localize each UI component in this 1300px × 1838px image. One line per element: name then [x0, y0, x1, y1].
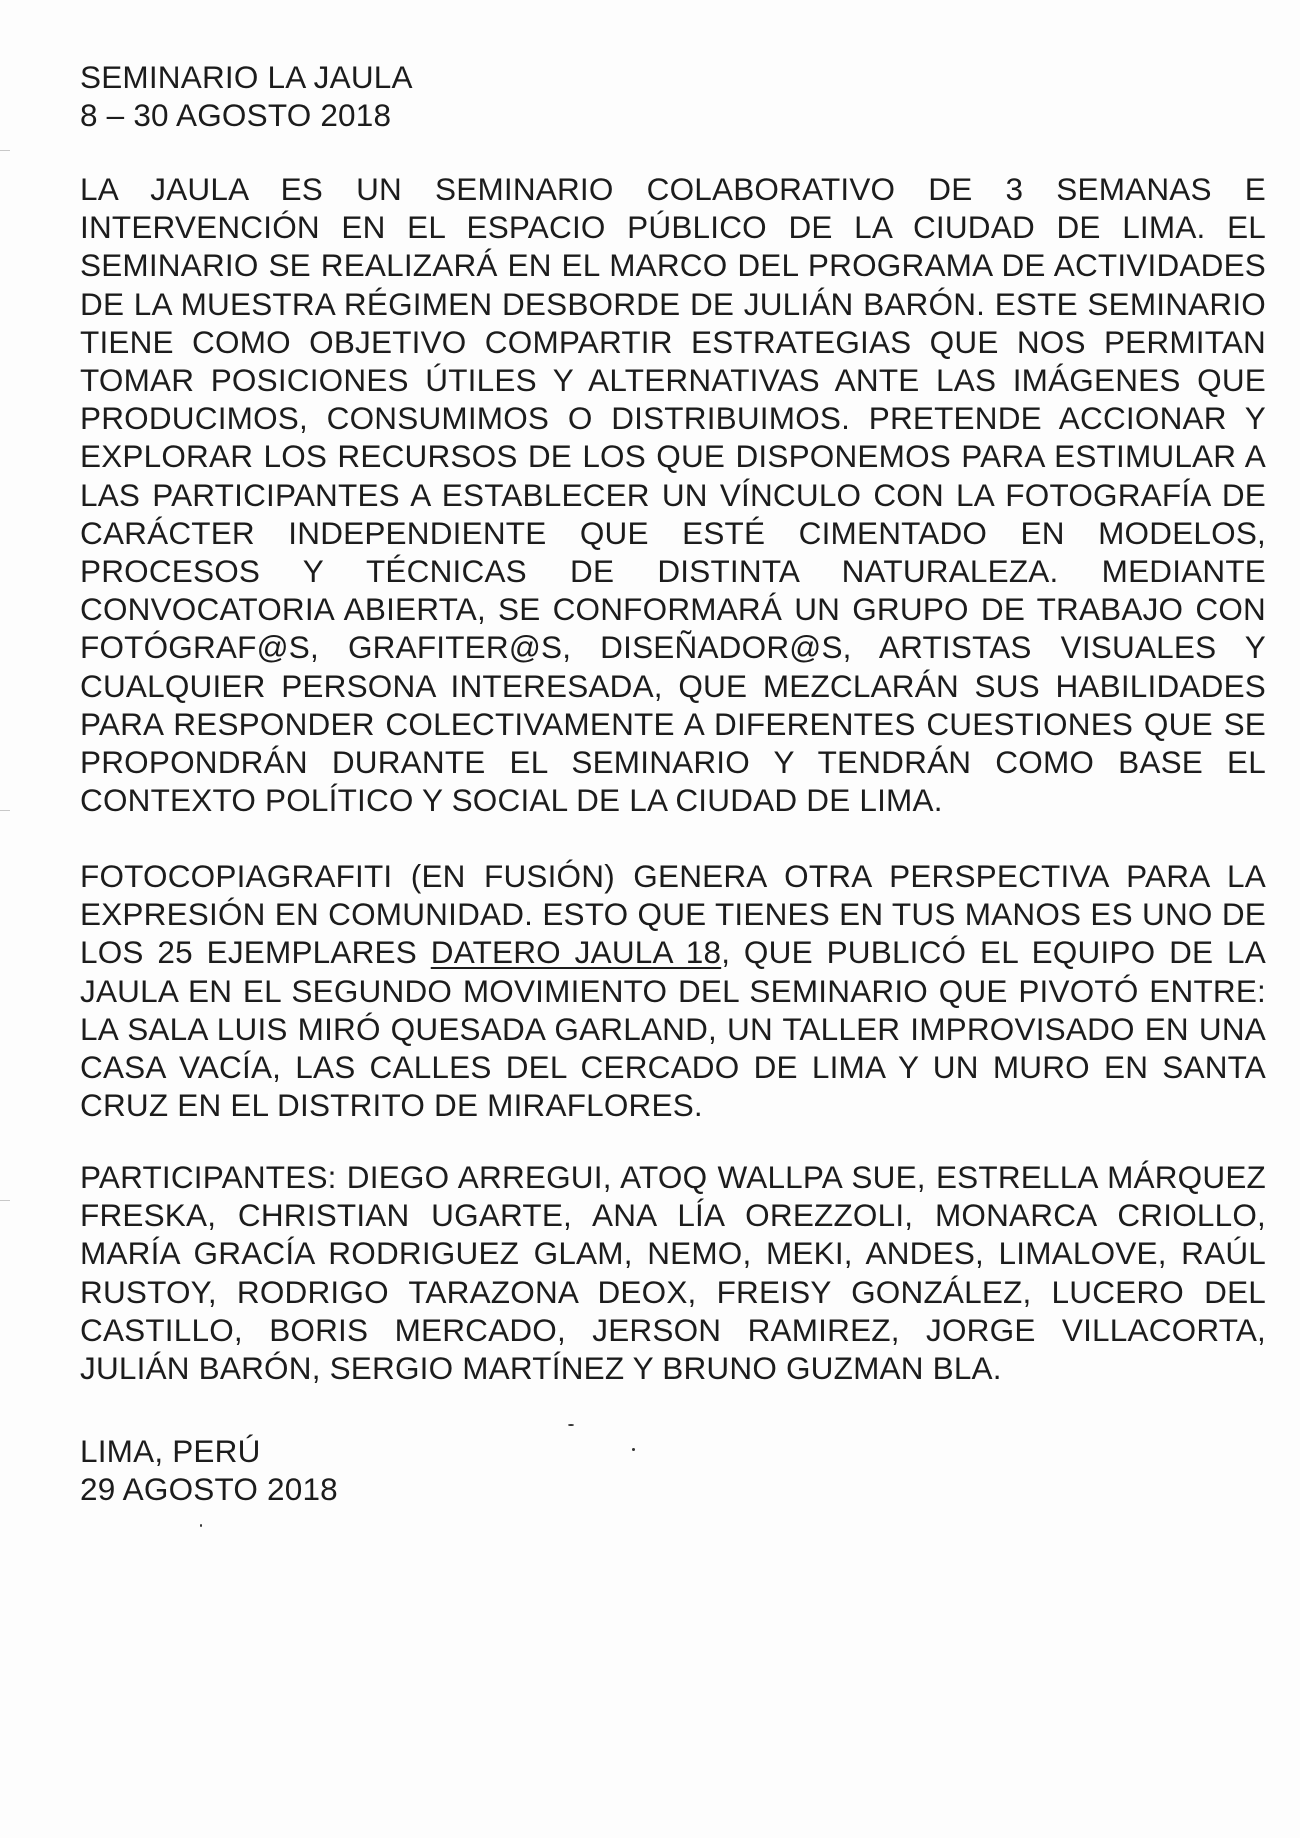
paragraph-description: LA JAULA ES UN SEMINARIO COLABORATIVO DE 3 SEMANAS E INTERVENCIÓN EN EL ESPACIO PÚBLICO DE LA CIUDAD DE LIMA. EL SEMINARIO SE REALIZARÁ EN EL MARCO DEL PROGRAMA DE ACTIVIDADES DE LA MUESTRA RÉGIMEN DESBORDE DE JULIÁN BARÓN. ESTE SEMINARIO TIENE COMO OBJETIVO COMPARTIR ESTRATEGIAS QUE NOS PERMITAN TOMAR POSICIONES ÚTILES Y ALTERNATIVAS ANTE LAS IMÁGENES QUE PRODUCIMOS, CONSUMIMOS O DISTRIBUIMOS. PRETENDE ACCIONAR Y EXPLORAR LOS RECURSOS DE LOS QUE DISPONEMOS PARA ESTIMULAR A LAS PARTICIPANTES A ESTABLECER UN VÍNCULO CON LA FOTOGRAFÍA DE CARÁCTER INDEPENDIENTE QUE ESTÉ CIMENTADO EN MODELOS, PROCESOS Y TÉCNICAS DE DISTINTA NATURALEZA. MEDIANTE CONVOCATORIA ABIERTA, SE CONFORMARÁ UN GRUPO DE TRABAJO CON FOTÓGRAF@S, GRAFITER@S, DISEÑADOR@S, ARTISTAS VISUALES Y CUALQUIER PERSONA INTERESADA, QUE MEZCLARÁN SUS HABILIDADES PARA RESPONDER COLECTIVAMENTE A DIFERENTES CUESTIONES QUE SE PROPONDRÁN DURANTE EL SEMINARIO Y TENDRÁN COMO BASE EL CONTEXTO POLÍTICO Y SOCIAL DE LA CIUDAD DE LIMA. — [80, 171, 1266, 819]
seminar-title: SEMINARIO LA JAULA — [80, 59, 413, 95]
scan-edge-mark — [0, 150, 10, 151]
scan-speck — [568, 1424, 574, 1426]
paragraph-text: FOTOCOPIAGRAFITI (EN FUSIÓN) GENERA OTRA PERSPECTIVA PARA LA EXPRESIÓN EN COMUNIDAD. ESTO QUE TIENES EN TUS MANOS ES UNO DE LOS 25 EJEMPLARES — [80, 858, 1266, 971]
document-header — [80, 58, 1266, 134]
paragraph-text: , QUE PUBLICÓ EL EQUIPO DE LA JAULA EN EL SEGUNDO MOVIMIENTO DEL SEMINARIO QUE PIVOTÓ ENTRE: LA SALA LUIS MIRÓ QUESADA GARLAND, UN TALLER IMPROVISADO EN UNA CASA VACÍA, LAS CALLES DEL CERCADO DE LIMA Y UN MURO EN SANTA CRUZ EN EL DISTRITO DE MIRAFLORES. — [80, 934, 1266, 1124]
scan-edge-mark — [0, 1200, 10, 1201]
footer-date: 29 AGOSTO 2018 — [80, 1471, 338, 1508]
scan-edge-mark — [0, 810, 10, 811]
paragraph-participants: PARTICIPANTES: DIEGO ARREGUI, ATOQ WALLPA SUE, ESTRELLA MÁRQUEZ FRESKA, CHRISTIAN UGARTE, ANA LÍA OREZZOLI, MONARCA CRIOLLO, MARÍA GRACÍA RODRIGUEZ GLAM, NEMO, MEKI, ANDES, LIMALOVE, RAÚL RUSTOY, RODRIGO TARAZONA DEOX, FREISY GONZÁLEZ, LUCERO DEL CASTILLO, BORIS MERCADO, JERSON RAMIREZ, JORGE VILLACORTA, JULIÁN BARÓN, SERGIO MARTÍNEZ Y BRUNO GUZMAN BLA. — [80, 1159, 1266, 1387]
footer-place: LIMA, PERÚ — [80, 1433, 261, 1469]
document-footer — [80, 1432, 1266, 1508]
paragraph-fotocopiagrafiti — [80, 857, 1266, 1124]
publication-title: DATERO JAULA 18 — [430, 934, 722, 971]
scan-speck — [632, 1448, 635, 1451]
seminar-dates: 8 – 30 AGOSTO 2018 — [80, 97, 392, 134]
scan-speck — [200, 1524, 202, 1527]
